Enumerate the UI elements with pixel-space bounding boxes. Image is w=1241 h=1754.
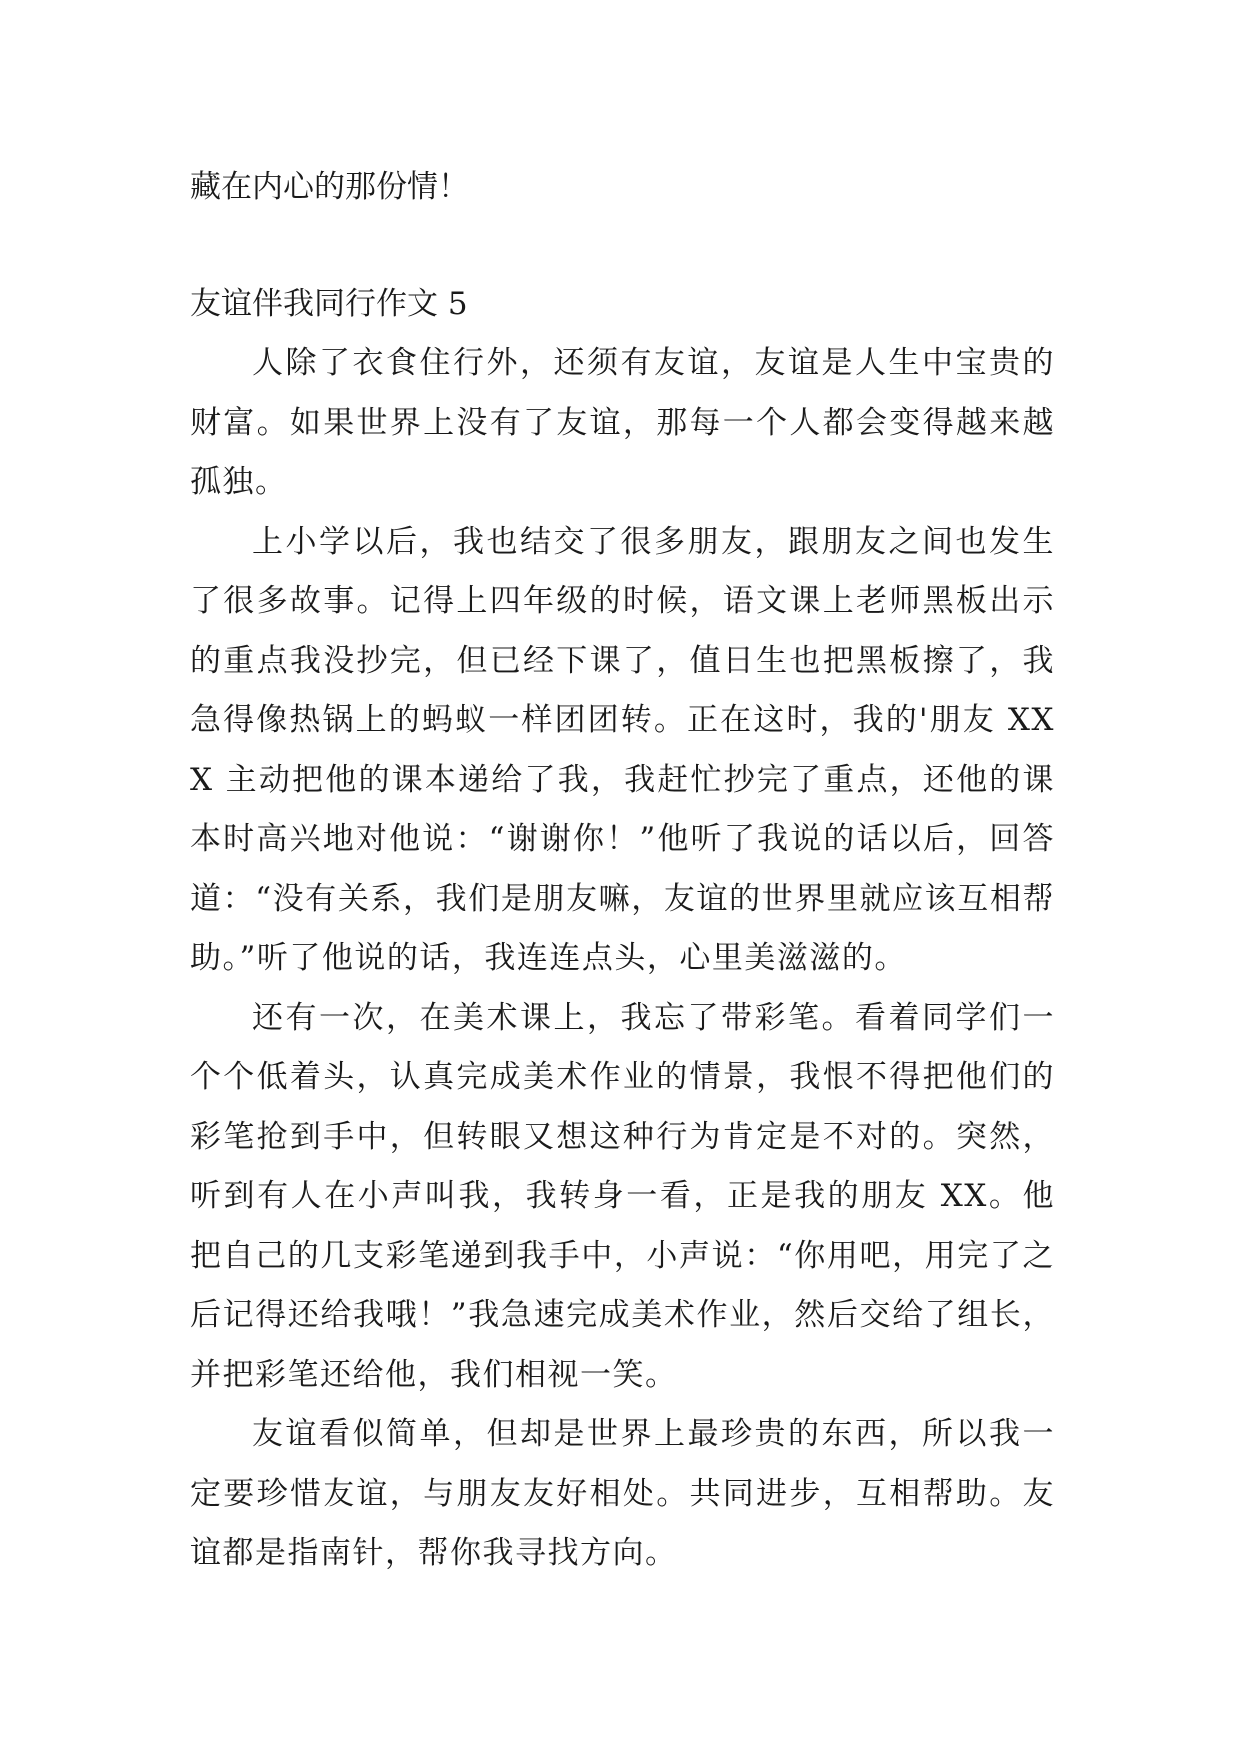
paragraph: 人除了衣食住行外，还须有友谊，友谊是人生中宝贵的财富。如果世界上没有了友谊，那每一个人都会变得越来越孤独。 [190,345,1055,500]
paragraph: 上小学以后，我也结交了很多朋友，跟朋友之间也发生了很多故事。记得上四年级的时候，语文课上老师黑板出示的重点我没抄完，但已经下课了，值日生也把黑板擦了，我急得像热锅上的蚂蚁一样团团转。正在这时，我的'朋友 XXX 主动把他的课本递给了我，我赶忙抄完了重点，还他的课本时高兴地对他说：“谢谢你！”他听了我说的话以后，回答道：“没有关系，我们是朋友嘛，友谊的世界里就应该互相帮助。”听了他说的话，我连连点头，心里美滋滋的。 [190,523,1055,976]
essay-title: 友谊伴我同行作文 5 [190,286,468,322]
carryover-line: 藏在内心的那份情！ [190,169,469,205]
paragraph: 还有一次，在美术课上，我忘了带彩笔。看着同学们一个个低着头，认真完成美术作业的情景，我恨不得把他们的彩笔抢到手中，但转眼又想这种行为肯定是不对的。突然，听到有人在小声叫我，我转身一看，正是我的朋友 XX。他把自己的几支彩笔递到我手中，小声说：“你用吧，用完了之后记得还给我哦！”我急速完成美术作业，然后交给了组长，并把彩笔还给他，我们相视一笑。 [190,999,1055,1393]
document-page [190,158,1055,1584]
paragraph: 友谊看似简单，但却是世界上最珍贵的东西，所以我一定要珍惜友谊，与朋友友好相处。共同进步，互相帮助。友谊都是指南针，帮你我寻找方向。 [190,1416,1055,1571]
section-gap [190,217,1055,275]
